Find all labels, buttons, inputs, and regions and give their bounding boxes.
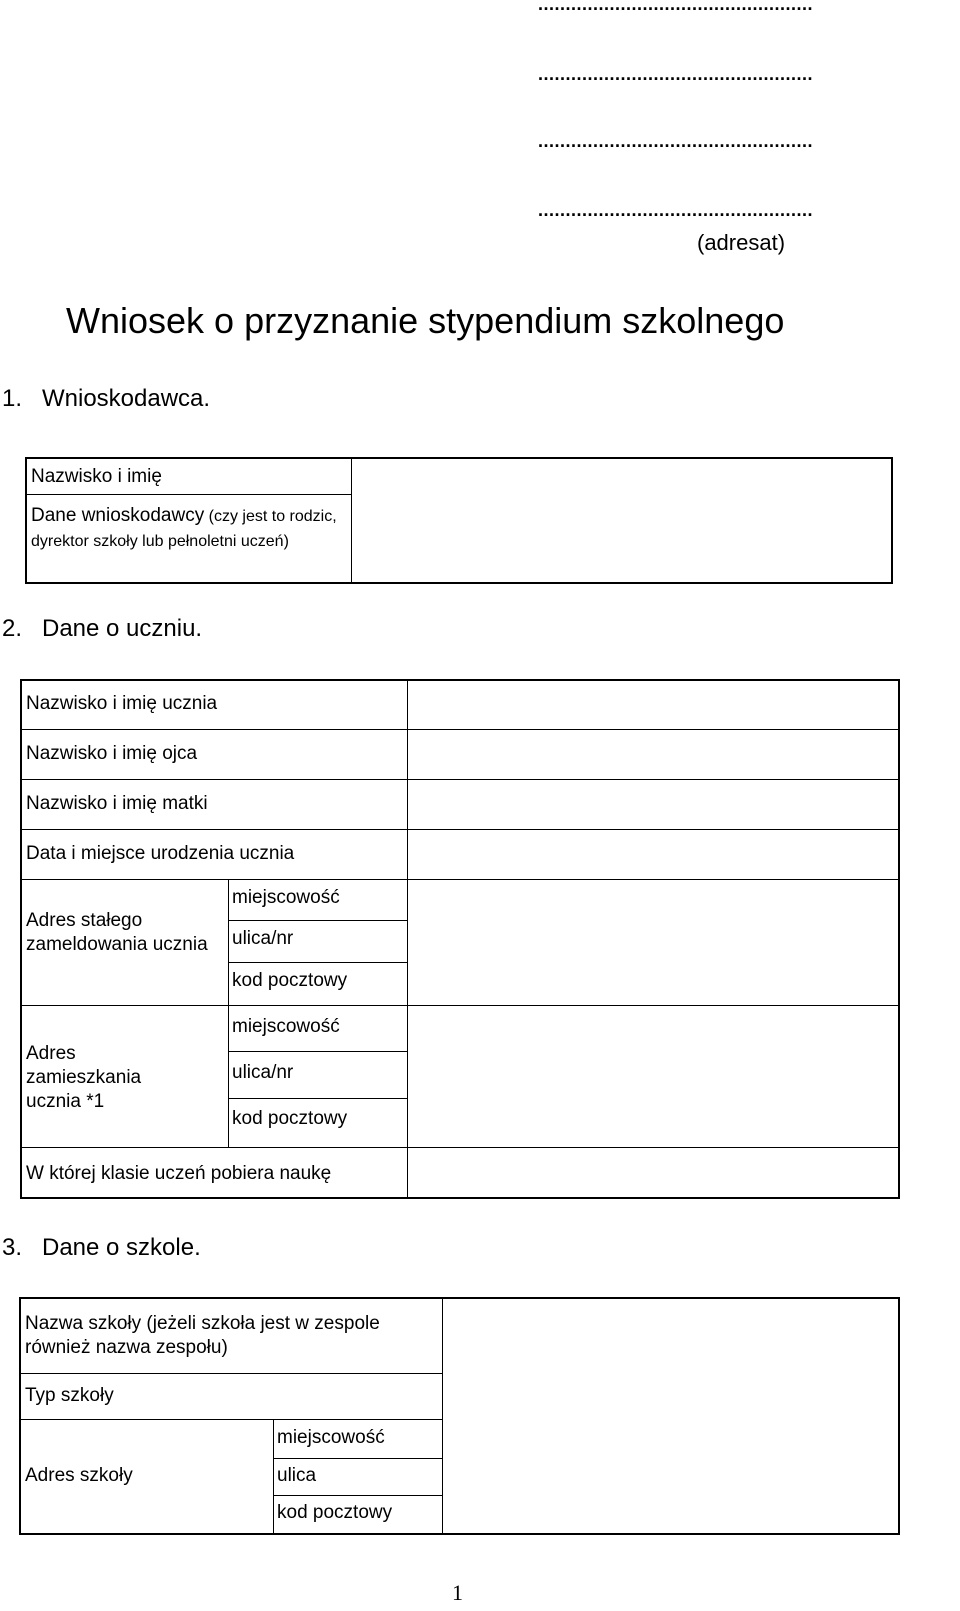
addressee-line-4[interactable]: ..................................................	[538, 200, 814, 220]
school-table	[19, 1297, 900, 1535]
section-1-number: 1.	[2, 385, 23, 412]
school-data-field[interactable]	[444, 1299, 898, 1533]
applicant-table	[25, 457, 893, 584]
permanent-address-field[interactable]	[409, 880, 898, 1005]
applicant-data-note: (czy jest to rodzic, dyrektor szkoły lub pełnoletni uczeń)	[31, 508, 337, 550]
student-table	[20, 679, 900, 1199]
section-3-number: 3.	[2, 1234, 23, 1261]
applicant-data-field[interactable]	[353, 459, 891, 582]
father-name-field[interactable]	[409, 730, 898, 779]
residence-address-field[interactable]	[409, 1006, 898, 1147]
birth-label: Data i miejsce urodzenia ucznia	[26, 843, 295, 864]
section-3-title: Dane o szkole.	[42, 1234, 201, 1261]
residence-town-label: miejscowość	[232, 1016, 340, 1037]
section-2-title: Dane o uczniu.	[42, 615, 203, 642]
addressee-line-3[interactable]: ..................................................	[538, 131, 814, 151]
applicant-data-label	[31, 504, 343, 554]
residence-street-label: ulica/nr	[232, 1062, 294, 1083]
school-type-label: Typ szkoły	[25, 1385, 114, 1406]
permanent-street-label: ulica/nr	[232, 928, 294, 949]
class-label: W której klasie uczeń pobiera naukę	[26, 1163, 332, 1184]
school-town-label: miejscowość	[277, 1427, 385, 1448]
section-1-title: Wnioskodawca.	[42, 385, 211, 412]
section-1-heading	[0, 385, 210, 413]
residence-postal-label: kod pocztowy	[232, 1108, 348, 1129]
addressee-label: (adresat)	[697, 230, 786, 255]
birth-field[interactable]	[409, 830, 898, 879]
permanent-postal-label: kod pocztowy	[232, 970, 348, 991]
student-name-label: Nazwisko i imię ucznia	[26, 693, 218, 714]
page-title: Wniosek o przyznanie stypendium szkolnego	[66, 300, 785, 341]
mother-name-field[interactable]	[409, 780, 898, 829]
addressee-line-2[interactable]: ..................................................	[538, 64, 814, 84]
school-address-label: Adres szkoły	[25, 1465, 133, 1486]
school-name-label: Nazwa szkoły (jeżeli szkoła jest w zespole również nazwa zespołu)	[25, 1313, 380, 1358]
page-number: 1	[452, 1580, 463, 1605]
section-3-heading	[0, 1234, 201, 1262]
applicant-name-label: Nazwisko i imię	[31, 466, 162, 487]
permanent-town-label: miejscowość	[232, 887, 340, 908]
applicant-data-title: Dane wnioskodawcy	[31, 505, 205, 526]
section-2-number: 2.	[2, 615, 23, 642]
addressee-line-1[interactable]: ..................................................	[538, 0, 814, 14]
father-name-label: Nazwisko i imię ojca	[26, 743, 198, 764]
class-field[interactable]	[409, 1148, 898, 1197]
school-postal-label: kod pocztowy	[277, 1502, 393, 1523]
mother-name-label: Nazwisko i imię matki	[26, 793, 208, 814]
section-2-heading	[0, 615, 202, 643]
residence-address-label: Adres zamieszkania ucznia *1	[26, 1043, 142, 1112]
permanent-address-label: Adres stałego zameldowania ucznia	[26, 910, 208, 955]
student-name-field[interactable]	[409, 681, 898, 729]
school-street-label: ulica	[277, 1465, 317, 1486]
